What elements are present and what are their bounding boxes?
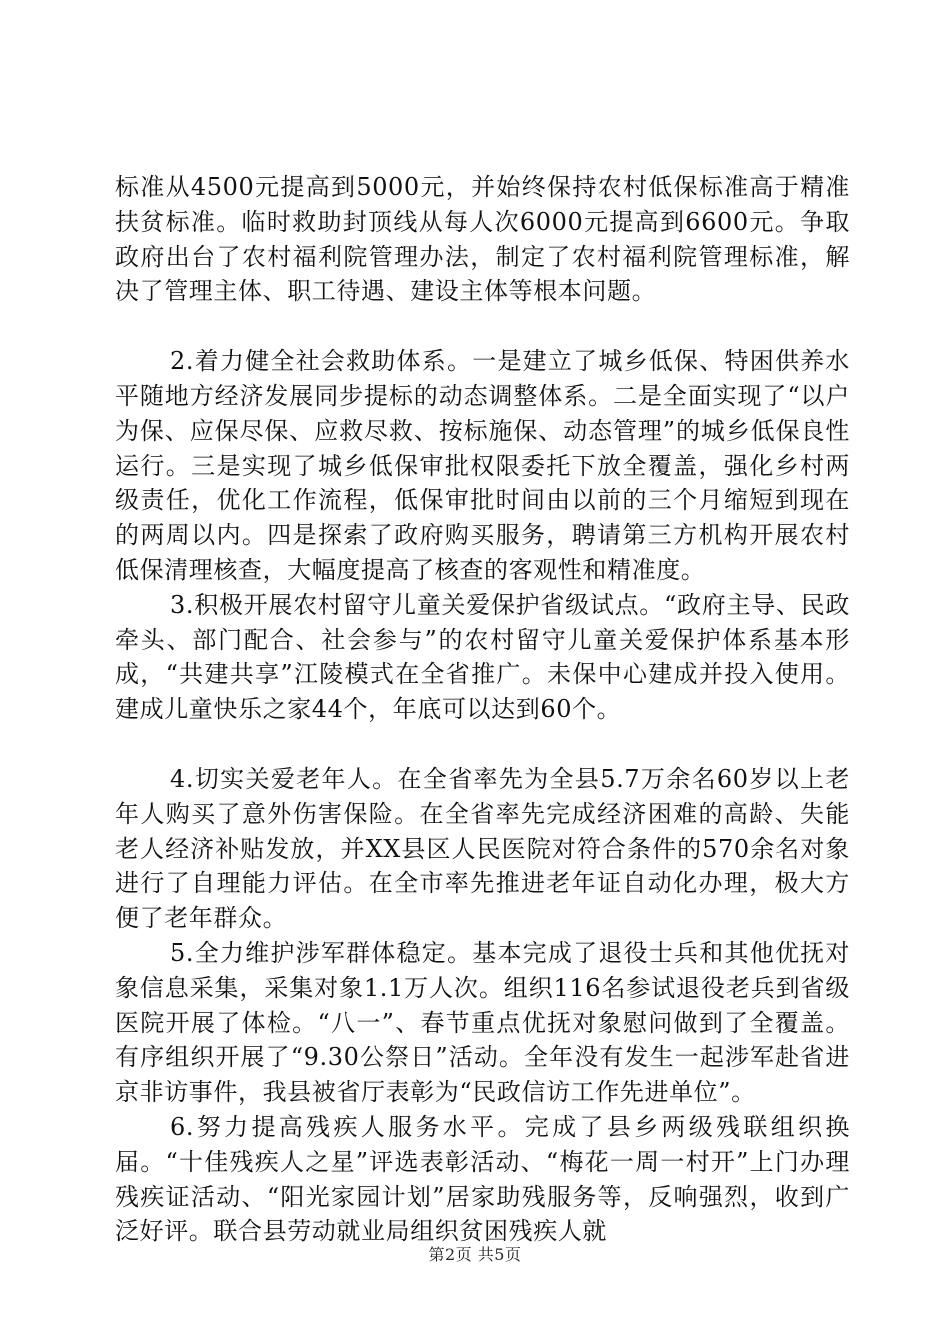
paragraph-2-social-assistance: 2.着力健全社会救助体系。一是建立了城乡低保、特困供养水平随地方经济发展同步提标的动态调整体系。二是全面实现了“以户为保、应保尽保、应救尽救、按标施保、动态管理”的城乡低保良性运行。三是实现了城乡低保审批权限委托下放全覆盖，强化乡村两级责任，优化工作流程，低保审批时间由以前的三个月缩短到现在的两周以内。四是探索了政府购买服务，聘请第三方机构开展农村低保清理核查，大幅度提高了核查的客观性和精准度。 (115, 347, 850, 584)
paragraph-4-elderly-care: 4.切实关爱老年人。在全省率先为全县5.7万余名60岁以上老年人购买了意外伤害保险。在全省率先完成经济困难的高龄、失能老人经济补贴发放，并XX县区人民医院对符合条件的570余名对象进行了自理能力评估。在全市率先推进老年证自动化办理，极大方便了老年群众。 (115, 764, 850, 933)
paragraph-6-disability-services: 6.努力提高残疾人服务水平。完成了县乡两级残联组织换届。“十佳残疾人之星”评选表彰活动、“梅花一周一村开”上门办理残疾证活动、“阳光家园计划”居家助残服务等，反响强烈，收到广泛好评。联合县劳动就业局组织贫困残疾人就 (115, 1112, 850, 1246)
paragraph-continuation: 标准从4500元提高到5000元，并始终保持农村低保标准高于精准扶贫标准。临时救助封顶线从每人次6000元提高到6600元。争取政府出台了农村福利院管理办法，制定了农村福利院管理标准，解决了管理主体、职工待遇、建设主体等根本问题。 (115, 173, 850, 306)
page-number-footer: 第2页 共5页 (428, 1245, 522, 1264)
paragraph-5-military-groups: 5.全力维护涉军群体稳定。基本完成了退役士兵和其他优抚对象信息采集，采集对象1.1万人次。组织116名参试退役老兵到省级医院开展了体检。“八一”、春节重点优抚对象慰问做到了全覆盖。有序组织开展了“9.30公祭日”活动。全年没有发生一起涉军赴省进京非访事件，我县被省厅表彰为“民政信访工作先进单位”。 (115, 938, 850, 1107)
paragraph-3-left-behind-children: 3.积极开展农村留守儿童关爱保护省级试点。“政府主导、民政牵头、部门配合、社会参与”的农村留守儿童关爱保护体系基本形成，“共建共享”江陵模式在全省推广。未保中心建成并投入使用。建成儿童快乐之家44个，年底可以达到60个。 (115, 590, 850, 724)
document-body (115, 170, 850, 1249)
